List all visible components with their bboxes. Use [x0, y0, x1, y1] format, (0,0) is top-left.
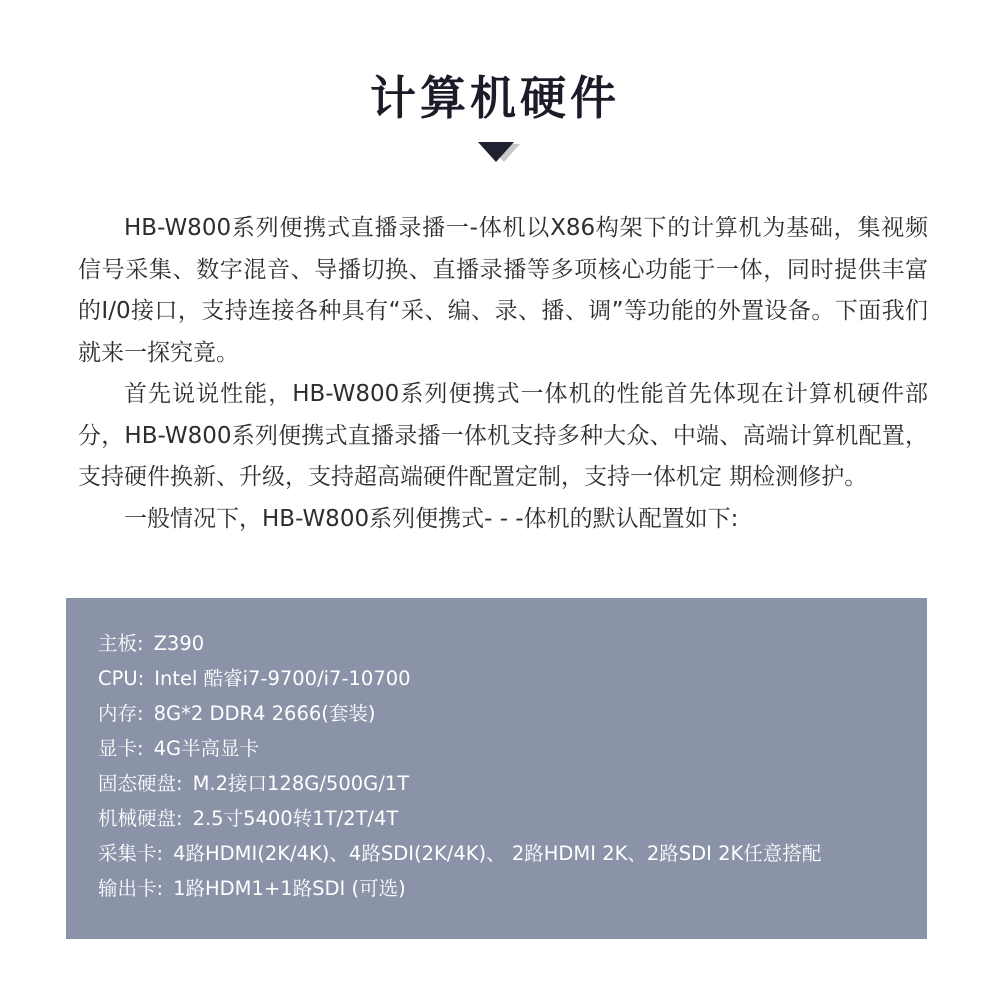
spec-value: 2.5寸5400转1T/2T/4T	[192, 807, 399, 830]
spec-label: 显卡:	[98, 737, 144, 760]
spec-value: M.2接口128G/500G/1T	[192, 772, 410, 795]
down-triangle-icon	[476, 140, 522, 166]
spec-value: Intel 酷睿i7-9700/i7-10700	[154, 667, 411, 690]
spec-label: 机械硬盘:	[98, 807, 183, 830]
spec-item	[98, 836, 821, 871]
page-title: 计算机硬件	[370, 71, 620, 125]
intro-text	[78, 208, 928, 540]
paragraph-2: 首先说说性能，HB-W800系列便携式一体机的性能首先体现在计算机硬件部分，HB-W800系列便携式直播录播一体机支持多种大众、中端、高端计算机配置，支持硬件换新、升级，支持超高端硬件配置定制，支持一体机定 期检测修护。	[78, 381, 928, 490]
spec-item	[98, 871, 821, 906]
spec-value: 4路HDMI(2K/4K)、4路SDI(2K/4K)、 2路HDMI 2K、2路SDI 2K任意搭配	[173, 842, 822, 865]
spec-panel	[66, 598, 927, 939]
spec-value: 4G半高显卡	[153, 737, 260, 760]
spec-list	[98, 626, 821, 906]
spec-item	[98, 801, 821, 836]
spec-item	[98, 661, 821, 696]
spec-label: 采集卡:	[98, 842, 164, 865]
spec-label: 输出卡:	[98, 877, 164, 900]
spec-item	[98, 731, 821, 766]
spec-value: Z390	[153, 632, 205, 655]
spec-item	[98, 766, 821, 801]
spec-label: CPU:	[98, 667, 145, 690]
spec-label: 固态硬盘:	[98, 772, 183, 795]
spec-item	[98, 696, 821, 731]
spec-item	[98, 626, 821, 661]
spec-value: 8G*2 DDR4 2666(套装)	[153, 702, 376, 725]
paragraph-3: 一般情况下，HB-W800系列便携式- - -体机的默认配置如下:	[124, 505, 739, 532]
paragraph-1: HB-W800系列便携式直播录播一-体机以X86构架下的计算机为基础，集视频信号采集、数字混音、导播切换、直播录播等多项核心功能于一体，同时提供丰富的I/0接口，支持连接各种具有“采、编、录、播、调”等功能的外置设备。下面我们就来一探究竟。	[78, 215, 928, 366]
spec-value: 1路HDM1+1路SDI (可选)	[173, 877, 406, 900]
spec-label: 内存:	[98, 702, 144, 725]
spec-label: 主板:	[98, 632, 144, 655]
